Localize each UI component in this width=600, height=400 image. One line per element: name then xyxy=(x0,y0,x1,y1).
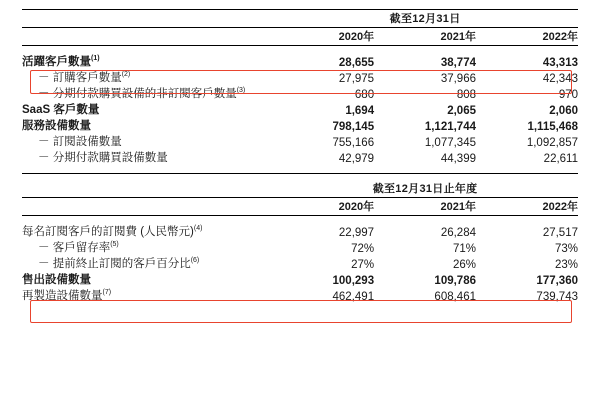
footnote-marker: (2) xyxy=(121,71,131,79)
row-label: － 訂購客戶數量$^{(2)}$ xyxy=(38,71,131,84)
row-label: － 分期付款購買設備的非訂閱客戶數量$^{(3)}$ xyxy=(38,87,246,100)
row-label: 再製造設備數量$^{(7)}$ xyxy=(22,289,112,302)
table-row xyxy=(22,101,578,117)
footnote-marker: (6) xyxy=(190,257,200,265)
table-row xyxy=(22,239,578,255)
row-value: 100,293 xyxy=(332,275,375,287)
row-value: 680 xyxy=(354,89,375,101)
row-label: 每名訂閱客戶的訂閱費 (人民幣元)$^{(4)}$ xyxy=(22,225,203,238)
column-header-2021: 2021年 xyxy=(440,31,476,43)
column-header-row xyxy=(22,198,578,215)
span-header-row xyxy=(22,10,578,27)
metrics-table-period-end xyxy=(22,8,578,174)
row-value: 2,065 xyxy=(447,105,476,117)
row-value: 27,517 xyxy=(542,227,578,239)
row-value: 42,343 xyxy=(542,73,578,85)
row-label: 活躍客戶數量$^{(1)}$ xyxy=(22,55,100,68)
row-value: 44,399 xyxy=(440,153,476,165)
section-bottom-rule xyxy=(22,172,578,174)
metrics-table-full-year xyxy=(22,180,578,303)
table-row xyxy=(22,85,578,101)
table-row xyxy=(22,271,578,287)
table-row xyxy=(22,255,578,271)
span-header-row xyxy=(22,180,578,196)
row-value: 739,743 xyxy=(536,291,578,303)
row-value: 27% xyxy=(351,259,375,271)
row-value: 37,966 xyxy=(440,73,476,85)
row-value: 1,115,468 xyxy=(527,121,578,133)
row-value: 462,491 xyxy=(332,291,375,303)
table-row xyxy=(22,133,578,149)
column-header-row xyxy=(22,28,578,45)
row-value: 72% xyxy=(351,243,375,255)
row-value: 26,284 xyxy=(440,227,476,239)
row-value: 22,997 xyxy=(338,227,375,239)
row-value: 1,077,345 xyxy=(424,137,476,149)
table-row xyxy=(22,149,578,165)
header-spacer xyxy=(22,46,578,54)
row-value: 42,979 xyxy=(338,153,375,165)
span-header-full-year: 截至12月31日止年度 xyxy=(372,183,478,195)
row-label: 服務設備數量 xyxy=(22,120,91,132)
table-row xyxy=(22,223,578,239)
table-row xyxy=(22,53,578,69)
row-value: 38,774 xyxy=(440,57,476,69)
section-bottom-spacer xyxy=(22,165,578,172)
footnote-marker: (3) xyxy=(236,87,246,95)
row-value: 2,060 xyxy=(549,105,578,117)
row-label: － 分期付款購買設備數量 xyxy=(38,152,168,164)
row-label: SaaS 客戶數量 xyxy=(22,104,100,116)
row-value: 1,092,857 xyxy=(526,137,578,149)
row-value: 26% xyxy=(452,259,476,271)
row-value: 1,694 xyxy=(345,105,375,117)
column-header-2022: 2022年 xyxy=(542,201,578,213)
table-row xyxy=(22,287,578,303)
footnote-marker: (4) xyxy=(193,225,203,233)
footnote-marker: (5) xyxy=(110,241,119,249)
column-header-2020: 2020年 xyxy=(338,201,375,213)
footnote-marker: (7) xyxy=(102,289,112,297)
row-value: 177,360 xyxy=(536,275,578,287)
row-label: － 訂閱設備數量 xyxy=(38,136,122,148)
row-value: 22,611 xyxy=(543,153,578,165)
row-value: 970 xyxy=(558,89,578,101)
row-value: 28,655 xyxy=(338,57,375,69)
column-header-2020: 2020年 xyxy=(338,31,375,43)
row-value: 109,786 xyxy=(434,275,476,287)
row-label: 售出設備數量 xyxy=(22,274,91,286)
highlight-retention-rate xyxy=(30,300,572,323)
row-value: 608,461 xyxy=(434,291,476,303)
row-value: 73% xyxy=(554,243,578,255)
row-value: 43,313 xyxy=(542,57,578,69)
row-value: 808 xyxy=(456,89,476,101)
row-value: 71% xyxy=(452,243,476,255)
row-value: 755,166 xyxy=(332,137,375,149)
header-spacer xyxy=(22,216,578,224)
row-label: － 提前終止訂閱的客戶百分比$^{(6)}$ xyxy=(38,257,200,270)
table-row xyxy=(22,117,578,133)
footnote-marker: (1) xyxy=(91,55,100,63)
row-value: 23% xyxy=(554,259,578,271)
row-label: － 客戶留存率$^{(5)}$ xyxy=(38,241,119,254)
span-header-period-end: 截至12月31日 xyxy=(389,13,461,25)
row-value: 798,145 xyxy=(332,121,375,133)
table-row xyxy=(22,69,578,85)
column-header-2022: 2022年 xyxy=(542,31,578,43)
column-header-2021: 2021年 xyxy=(440,201,476,213)
row-value: 27,975 xyxy=(338,73,375,85)
row-value: 1,121,744 xyxy=(424,121,476,133)
